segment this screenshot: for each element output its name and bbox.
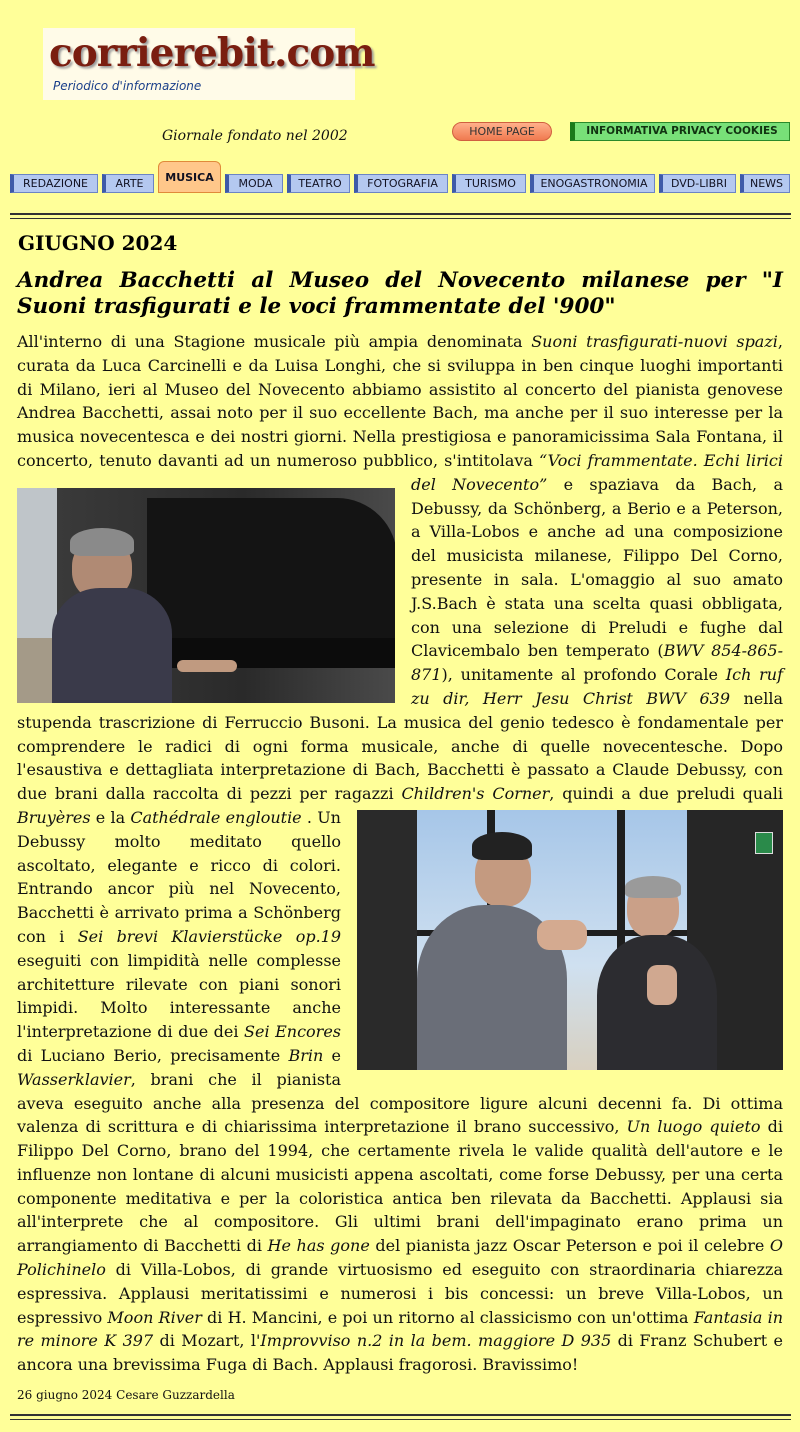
body-text: del pianista jazz Oscar Peterson e poi il celebre: [369, 1236, 770, 1256]
body-text: e: [323, 1045, 341, 1065]
nav-item-redazione[interactable]: REDAZIONE: [10, 174, 98, 193]
logo-subtitle: Periodico d'informazione: [53, 79, 202, 93]
body-text: All'interno di una Stagione musicale più ampia denominata: [17, 332, 532, 351]
bottom-divider: [10, 1414, 791, 1420]
body-text: di Franz Schubert e ancora una brevissima Fuga di Bach. Applausi fragorosi. Bravissimo!: [17, 1331, 784, 1375]
pianist-and-composer-applauding-photo: [357, 810, 783, 1070]
body-emphasis: Children's Corner: [401, 784, 550, 804]
body-text: di Filippo Del Corno, brano del 1994, che certamente rivela le valide qualità dell'autore e le influenze non lontane di alcuni musicisti appena ascoltati, come forse Debussy, per una certa componente meditativa e per la coloristica antica ben rilevata da Bacchetti. Applausi sia all'interprete che al compositore. Gli ultimi brani dell'impaginato erano prima un arrangiamento di Bacchetti di: [17, 1117, 783, 1256]
body-emphasis: Brin: [288, 1045, 324, 1065]
body-emphasis: “Voci frammentate. Echi lirici del Novecento”: [411, 450, 783, 494]
body-emphasis: Ich ruf zu dir, Herr Jesu Christ BWV 639: [411, 665, 784, 708]
body-emphasis: Fantasia in re minore K 397: [17, 1307, 784, 1351]
body-text: nella stupenda trascrizione di Ferruccio Busoni. La musica del genio tedesco è fondamentale per comprendere le radici di ogni forma musicale, anche di quelle novecentesche. Dopo l'esaustiva e dettagliata interpretazione di Bach, Bacchetti è passato a Claude Debussy, con due brani dalla raccolta di pezzi per ragazzi: [17, 688, 783, 804]
body-emphasis: Sei brevi Klavierstücke op.19: [77, 926, 342, 946]
body-text: e la: [90, 807, 131, 827]
body-text: di H. Mancini, e poi un ritorno al classicismo con un'ottima: [201, 1307, 694, 1327]
body-emphasis: Suoni trasfigurati-nuovi spazi: [531, 332, 778, 351]
body-text: di Villa-Lobos, di grande virtuosismo ed eseguito con straordinaria chiarezza espressiva. Applausi meritatissimi e numerosi i bis concessi: un breve Villa-Lobos, un espressivo: [17, 1260, 783, 1327]
nav-item-arte[interactable]: ARTE: [102, 174, 154, 193]
top-divider: [10, 213, 791, 219]
pianist-at-piano-photo: [17, 488, 395, 703]
nav-item-musica[interactable]: MUSICA: [158, 161, 221, 193]
body-emphasis: Wasserklavier: [17, 1069, 131, 1089]
issue-month: GIUGNO 2024: [18, 231, 178, 255]
article-body: [17, 330, 783, 1377]
body-text: , curata da Luca Carcinelli e da Luisa Longhi, che si sviluppa in ben cinque luoghi importanti di Milano, ieri al Museo del Novecento abbiamo assistito al concerto del pianista genovese Andrea Bacchetti, assai noto per il suo eccellente Bach, ma anche per il suo interesse per la musica novecentesca e dei nostri giorni. Nella prestigiosa e panoramicissima Sala Fontana, il concerto, tenuto davanti ad un numeroso pubblico, s'intitolava: [17, 332, 783, 470]
body-emphasis: O Polichinelo: [17, 1236, 784, 1280]
article-signature: 26 giugno 2024 Cesare Guzzardella: [17, 1388, 235, 1402]
site-logo[interactable]: [43, 28, 375, 100]
body-emphasis: He has gone: [267, 1236, 370, 1256]
body-emphasis: Un luogo quieto: [626, 1117, 761, 1137]
body-text: di Mozart, l': [153, 1331, 261, 1351]
nav-item-moda[interactable]: MODA: [225, 174, 283, 193]
body-emphasis: Moon River: [107, 1307, 202, 1327]
body-text: , brani che il pianista aveva eseguito anche alla presenza del compositore ligure alcuni decenni fa. Di ottima valenza di scrittura e di chiarissima interpretazione il brano successivo,: [17, 1069, 783, 1137]
body-text: . Un Debussy molto meditato quello ascoltato, elegante e ricco di colori. Entrando ancor più nel Novecento, Bacchetti è arrivato prima a Schönberg con i: [17, 807, 341, 946]
nav-item-turismo[interactable]: TURISMO: [452, 174, 526, 193]
home-page-button[interactable]: HOME PAGE: [452, 122, 552, 141]
body-text: eseguiti con limpidità nelle complesse architetture rilevate con piani sonori limpidi. Molto interessante anche l'interpretazione di due dei: [17, 950, 341, 1042]
body-emphasis: Bruyères: [17, 807, 91, 827]
body-text: e spaziava da Bach, a Debussy, da Schönberg, a Berio e a Peterson, a Villa-Lobos e anche ad una composizione del musicista milanese, Filippo Del Corno, presente in sala. L'omaggio al suo amato J.S.Bach è stata una scelta quasi obbligata, con una selezione di Preludi e fughe dal Clavicembalo ben temperato (: [411, 474, 784, 661]
body-emphasis: Cathédrale engloutie: [130, 807, 302, 827]
body-emphasis: Improvviso n.2 in la bem. maggiore D 935: [260, 1331, 612, 1351]
body-emphasis: BWV 854-865-871: [411, 641, 784, 685]
nav-item-news[interactable]: NEWS: [740, 174, 790, 193]
founded-note: Giornale fondato nel 2002: [162, 128, 348, 144]
nav-item-teatro[interactable]: TEATRO: [287, 174, 350, 193]
nav-item-dvd-libri[interactable]: DVD-LIBRI: [659, 174, 736, 193]
body-emphasis: Sei Encores: [244, 1022, 341, 1042]
article-title: Andrea Bacchetti al Museo del Novecento milanese per "I Suoni trasfigurati e le voci frammentate del '900": [17, 268, 783, 319]
body-text: ), unitamente al profondo Corale: [441, 665, 726, 685]
privacy-cookies-button[interactable]: INFORMATIVA PRIVACY COOKIES: [570, 122, 790, 141]
body-text: , quindi a due preludi quali: [549, 784, 783, 804]
nav-item-fotografia[interactable]: FOTOGRAFIA: [354, 174, 448, 193]
body-text: di Luciano Berio, precisamente: [17, 1045, 289, 1065]
logo-title: corrierebit.com: [49, 30, 375, 76]
nav-item-enogastronomia[interactable]: ENOGASTRONOMIA: [530, 174, 655, 193]
